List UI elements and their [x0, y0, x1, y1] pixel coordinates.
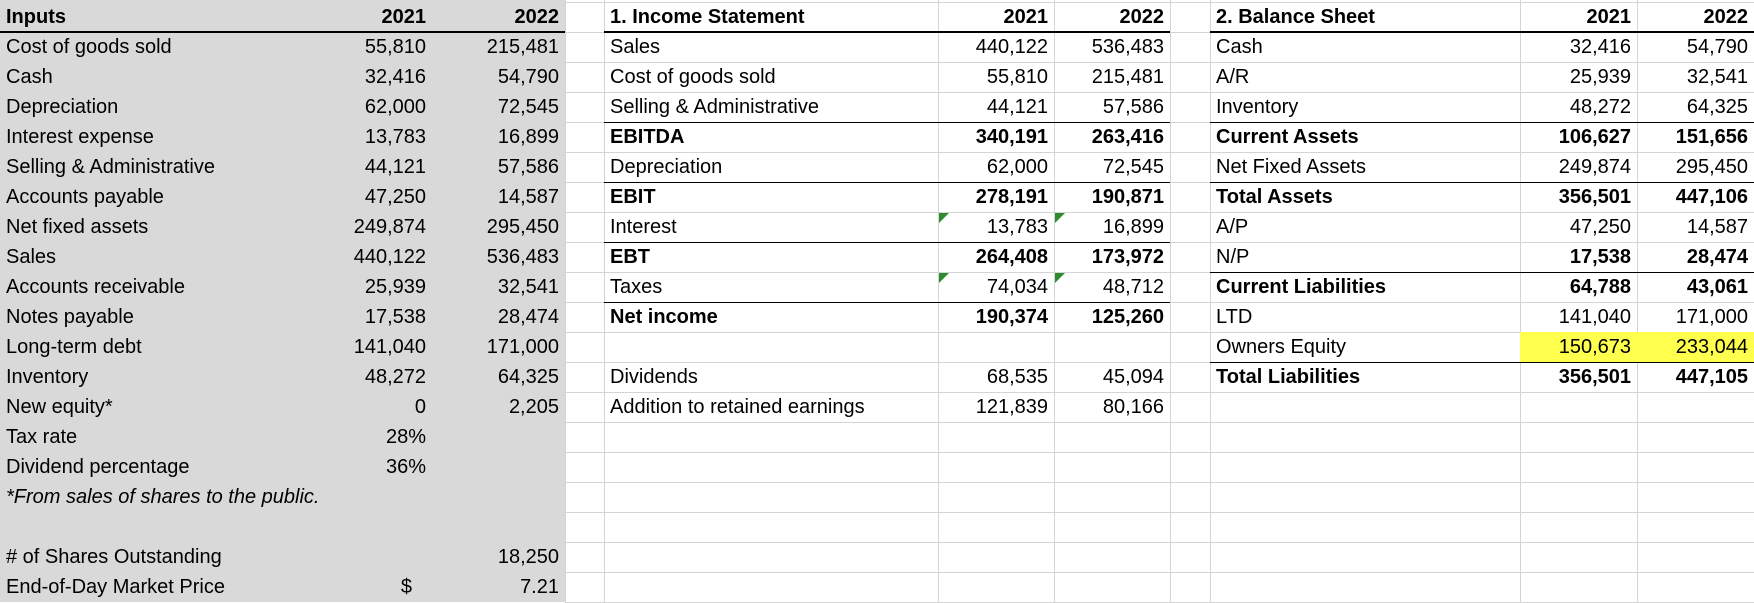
balance-value-2021[interactable]: 141,040	[1558, 306, 1631, 328]
inputs-label[interactable]: Net fixed assets	[6, 216, 149, 238]
income-label[interactable]: Addition to retained earnings	[610, 396, 865, 418]
income-subtotal-rule	[604, 242, 1170, 243]
balance-subtotal-rule	[1210, 122, 1754, 123]
income-value-2021[interactable]	[938, 332, 1054, 362]
inputs-value-2022[interactable]: 54,790	[497, 66, 559, 88]
balance-label[interactable]: Total Liabilities	[1216, 366, 1361, 388]
income-label[interactable]: EBIT	[610, 186, 656, 208]
inputs-label[interactable]: Interest expense	[6, 126, 154, 148]
income-label[interactable]: Net income	[610, 306, 718, 328]
inputs-value-2022[interactable]: 57,586	[497, 156, 559, 178]
balance-value-2022[interactable]: 54,790	[1686, 36, 1748, 58]
inputs-value-2022[interactable]: 32,541	[497, 276, 559, 298]
inputs-value-2022[interactable]: 295,450	[486, 216, 559, 238]
income-value-2022[interactable]: 125,260	[1091, 306, 1164, 328]
price-value[interactable]: 7.21	[520, 576, 559, 598]
inputs-value-2021[interactable]: 440,122	[353, 246, 426, 268]
inputs-label[interactable]: Inventory	[6, 366, 89, 388]
balance-value-2021[interactable]: 64,788	[1569, 276, 1631, 298]
inputs-value-2022[interactable]: 2,205	[508, 396, 559, 418]
income-label[interactable]: EBITDA	[610, 126, 685, 148]
inputs-value-2021[interactable]: 249,874	[353, 216, 426, 238]
balance-subtotal-rule	[1210, 272, 1754, 273]
income-value-2022[interactable]: 173,972	[1091, 246, 1164, 268]
inputs-label[interactable]: Notes payable	[6, 306, 134, 328]
shares-label[interactable]: # of Shares Outstanding	[6, 546, 222, 568]
formula-warning-icon[interactable]	[939, 273, 949, 283]
inputs-value-2022[interactable]	[432, 422, 565, 452]
income-value-2022[interactable]: 72,545	[1102, 156, 1164, 178]
income-header-2022[interactable]: 2022	[1119, 6, 1164, 28]
inputs-footnote[interactable]: *From sales of shares to the public.	[6, 486, 320, 508]
balance-subtotal-rule	[1210, 362, 1754, 363]
income-value-2022[interactable]: 536,483	[1091, 36, 1164, 58]
balance-value-2021[interactable]: 32,416	[1569, 36, 1631, 58]
income-value-2021[interactable]: 55,810	[986, 66, 1048, 88]
gridline	[565, 572, 1754, 573]
income-label[interactable]: Dividends	[610, 366, 698, 388]
price-label[interactable]: End-of-Day Market Price	[6, 576, 225, 598]
income-label[interactable]: Interest	[610, 216, 677, 238]
balance-label[interactable]: Current Assets	[1216, 126, 1359, 148]
income-value-2021[interactable]: 68,535	[986, 366, 1048, 388]
income-subtotal-rule	[604, 182, 1170, 183]
balance-value-2021[interactable]: 356,501	[1558, 186, 1631, 208]
inputs-value-2021[interactable]: 55,810	[364, 36, 426, 58]
income-value-2021[interactable]: 190,374	[975, 306, 1048, 328]
income-value-2021[interactable]: 278,191	[975, 186, 1048, 208]
income-value-2021[interactable]: 13,783	[986, 216, 1048, 238]
balance-value-2021[interactable]: 48,272	[1569, 96, 1631, 118]
income-value-2022[interactable]: 57,586	[1102, 96, 1164, 118]
gridline	[565, 0, 566, 602]
inputs-value-2022[interactable]: 215,481	[486, 36, 559, 58]
formula-warning-icon[interactable]	[1055, 213, 1065, 223]
balance-label[interactable]: Cash	[1216, 36, 1263, 58]
inputs-label[interactable]: Tax rate	[6, 426, 78, 448]
inputs-value-2022[interactable]: 16,899	[497, 126, 559, 148]
inputs-value-2022[interactable]: 536,483	[486, 246, 559, 268]
income-value-2021[interactable]: 121,839	[975, 396, 1048, 418]
gridline	[565, 512, 1754, 513]
balance-header-2022[interactable]: 2022	[1703, 6, 1748, 28]
income-value-2022[interactable]: 263,416	[1091, 126, 1164, 148]
income-subtotal-rule	[604, 122, 1170, 123]
balance-label[interactable]: LTD	[1216, 306, 1253, 328]
balance-value-2022[interactable]: 32,541	[1686, 66, 1748, 88]
inputs-label[interactable]: Accounts receivable	[6, 276, 185, 298]
income-subtotal-rule	[604, 302, 1170, 303]
balance-label[interactable]: Owners Equity	[1216, 336, 1347, 358]
income-value-2021[interactable]: 340,191	[975, 126, 1048, 148]
gridline	[565, 422, 1754, 423]
balance-value-2022[interactable]: 28,474	[1686, 246, 1748, 268]
inputs-value-2021[interactable]: 0	[414, 396, 426, 418]
inputs-title[interactable]: Inputs	[6, 6, 66, 28]
balance-value-2022[interactable]: 171,000	[1675, 306, 1748, 328]
balance-value-2022[interactable]: 295,450	[1675, 156, 1748, 178]
gridline	[565, 482, 1754, 483]
balance-value-2021[interactable]: 150,673	[1520, 332, 1637, 362]
inputs-label[interactable]: Accounts payable	[6, 186, 164, 208]
inputs-value-2021[interactable]: 62,000	[364, 96, 426, 118]
balance-subtotal-rule	[1210, 182, 1754, 183]
income-value-2022[interactable]: 45,094	[1102, 366, 1164, 388]
balance-value-2022[interactable]: 43,061	[1686, 276, 1748, 298]
income-label[interactable]: Cost of goods sold	[610, 66, 776, 88]
inputs-label[interactable]: Dividend percentage	[6, 456, 190, 478]
income-value-2021[interactable]: 74,034	[986, 276, 1048, 298]
balance-value-2022[interactable]: 447,105	[1675, 366, 1748, 388]
income-label[interactable]	[604, 332, 938, 362]
income-value-2022[interactable]	[1054, 332, 1170, 362]
shares-value[interactable]: 18,250	[497, 546, 559, 568]
balance-value-2022[interactable]: 14,587	[1686, 216, 1748, 238]
balance-label[interactable]: A/P	[1216, 216, 1249, 238]
balance-label[interactable]: Total Assets	[1216, 186, 1333, 208]
inputs-value-2021[interactable]: 32,416	[364, 66, 426, 88]
income-value-2022[interactable]: 190,871	[1091, 186, 1164, 208]
inputs-value-2021[interactable]: 13,783	[364, 126, 426, 148]
income-value-2021[interactable]: 440,122	[975, 36, 1048, 58]
price-currency[interactable]: $	[400, 576, 412, 598]
balance-value-2021[interactable]: 17,538	[1569, 246, 1631, 268]
income-label[interactable]: Sales	[610, 36, 661, 58]
balance-value-2021[interactable]: 356,501	[1558, 366, 1631, 388]
inputs-value-2021[interactable]: 36%	[385, 456, 426, 478]
formula-warning-icon[interactable]	[939, 213, 949, 223]
inputs-label[interactable]: Selling & Administrative	[6, 156, 215, 178]
income-title[interactable]: 1. Income Statement	[610, 6, 805, 28]
inputs-label[interactable]: Depreciation	[6, 96, 119, 118]
inputs-label[interactable]: New equity*	[6, 396, 113, 418]
balance-label[interactable]: Net Fixed Assets	[1216, 156, 1367, 178]
income-label[interactable]: EBT	[610, 246, 650, 268]
formula-warning-icon[interactable]	[1055, 273, 1065, 283]
balance-value-2021[interactable]: 47,250	[1569, 216, 1631, 238]
income-value-2021[interactable]: 62,000	[986, 156, 1048, 178]
inputs-value-2022[interactable]: 14,587	[497, 186, 559, 208]
inputs-label[interactable]: Sales	[6, 246, 57, 268]
balance-label[interactable]: Current Liabilities	[1216, 276, 1387, 298]
inputs-value-2021[interactable]: 47,250	[364, 186, 426, 208]
income-value-2022[interactable]: 48,712	[1102, 276, 1164, 298]
income-label[interactable]: Taxes	[610, 276, 663, 298]
income-value-2022[interactable]: 215,481	[1091, 66, 1164, 88]
balance-value-2022[interactable]: 151,656	[1675, 126, 1748, 148]
inputs-value-2022[interactable]: 72,545	[497, 96, 559, 118]
gridline	[565, 452, 1754, 453]
balance-label[interactable]: A/R	[1216, 66, 1250, 88]
inputs-value-2022[interactable]: 64,325	[497, 366, 559, 388]
inputs-value-2021[interactable]: 17,538	[364, 306, 426, 328]
balance-header-2021[interactable]: 2021	[1586, 6, 1631, 28]
inputs-value-2022[interactable]: 171,000	[486, 336, 559, 358]
income-value-2022[interactable]: 16,899	[1102, 216, 1164, 238]
gridline	[1170, 0, 1171, 602]
income-value-2021[interactable]: 44,121	[986, 96, 1048, 118]
inputs-label[interactable]: Long-term debt	[6, 336, 142, 358]
balance-value-2022[interactable]: 233,044	[1637, 332, 1754, 362]
inputs-label[interactable]: Cash	[6, 66, 53, 88]
balance-value-2022[interactable]: 447,106	[1675, 186, 1748, 208]
balance-title[interactable]: 2. Balance Sheet	[1216, 6, 1375, 28]
inputs-value-2021[interactable]: 48,272	[364, 366, 426, 388]
inputs-header-2022[interactable]: 2022	[514, 6, 559, 28]
inputs-value-2021[interactable]: 28%	[385, 426, 426, 448]
inputs-value-2021[interactable]: 25,939	[364, 276, 426, 298]
income-header-2021[interactable]: 2021	[1003, 6, 1048, 28]
income-value-2021[interactable]: 264,408	[975, 246, 1048, 268]
inputs-header-2021[interactable]: 2021	[381, 6, 426, 28]
balance-value-2021[interactable]: 106,627	[1558, 126, 1631, 148]
balance-value-2022[interactable]: 64,325	[1686, 96, 1748, 118]
income-label[interactable]: Depreciation	[610, 156, 723, 178]
inputs-value-2022[interactable]	[432, 452, 565, 482]
income-value-2022[interactable]: 80,166	[1102, 396, 1164, 418]
inputs-label[interactable]: Cost of goods sold	[6, 36, 172, 58]
balance-label[interactable]: N/P	[1216, 246, 1250, 268]
gridline	[565, 542, 1754, 543]
inputs-value-2022[interactable]: 28,474	[497, 306, 559, 328]
balance-value-2021[interactable]: 25,939	[1569, 66, 1631, 88]
inputs-value-2021[interactable]: 44,121	[364, 156, 426, 178]
balance-label[interactable]: Inventory	[1216, 96, 1299, 118]
income-label[interactable]: Selling & Administrative	[610, 96, 819, 118]
balance-value-2021[interactable]: 249,874	[1558, 156, 1631, 178]
inputs-value-2021[interactable]: 141,040	[353, 336, 426, 358]
